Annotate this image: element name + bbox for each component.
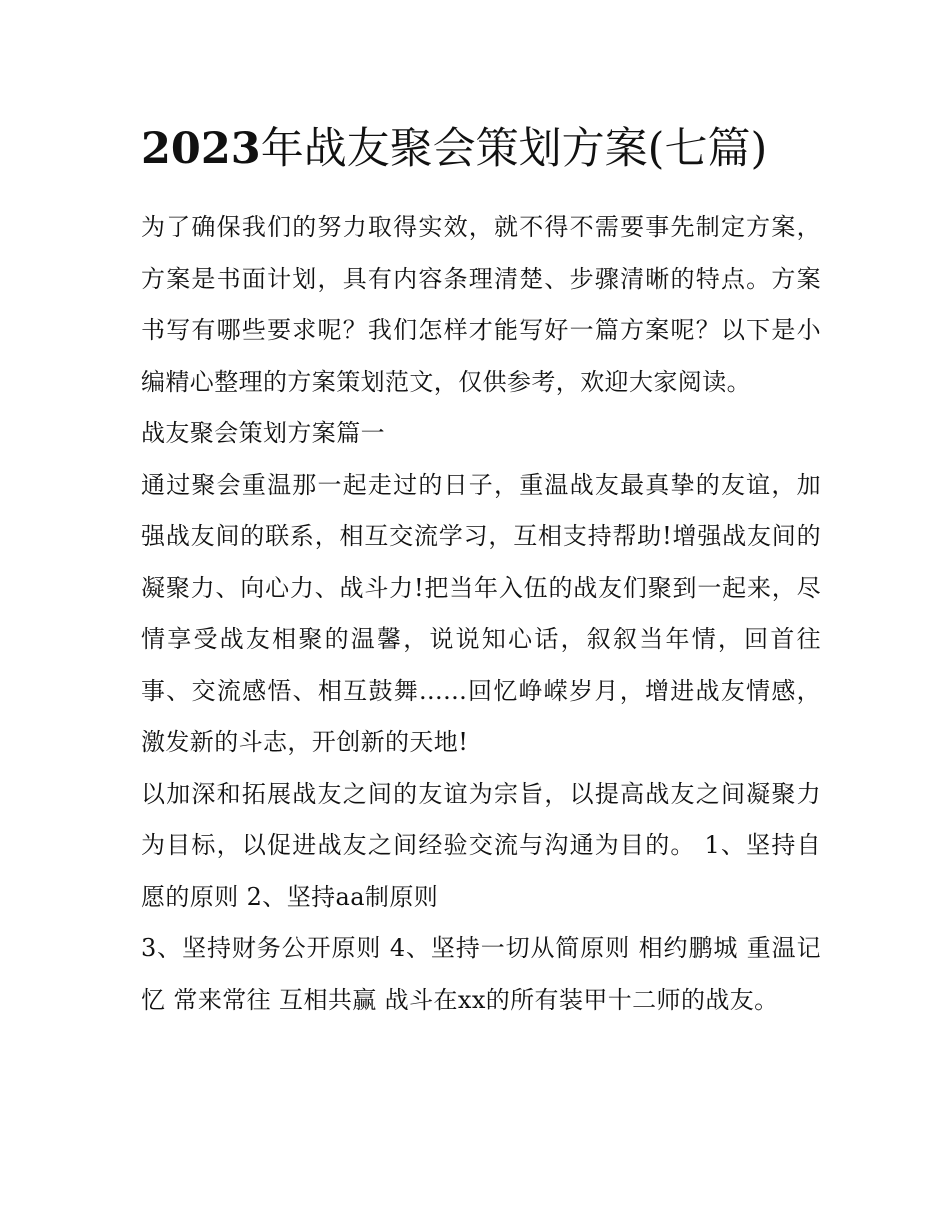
document-body (141, 118, 821, 1026)
principles-continued-paragraph: 3、坚持财务公开原则 4、坚持一切从简原则 相约鹏城 重温记忆 常来常往 互相共赢 战斗在xx的所有装甲十二师的战友。 (141, 934, 821, 1014)
principles-paragraph: 以加深和拓展战友之间的友谊为宗旨，以提高战友之间凝聚力为目标，以促进战友之间经验交流与沟通为目的。 1、坚持自愿的原则 2、坚持aa制原则 (141, 779, 821, 911)
intro-paragraph: 为了确保我们的努力取得实效，就不得不需要事先制定方案，方案是书面计划，具有内容条理清楚、步骤清晰的特点。方案书写有哪些要求呢？我们怎样才能写好一篇方案呢？以下是小编精心整理的方案策划范文，仅供参考，欢迎大家阅读。 (141, 213, 821, 396)
purpose-paragraph: 通过聚会重温那一起走过的日子，重温战友最真挚的友谊，加强战友间的联系，相互交流学习，互相支持帮助!增强战友间的凝聚力、向心力、战斗力!把当年入伍的战友们聚到一起来，尽情享受战友相聚的温馨，说说知心话，叙叙当年情，回首往事、交流感悟、相互鼓舞......回忆峥嵘岁月，增进战友情感，激发新的斗志，开创新的天地! (141, 470, 821, 756)
title-text: 年战友聚会策划方案(七篇) (260, 124, 768, 174)
title-year: 2023 (141, 124, 261, 174)
document-title (141, 118, 821, 180)
section-heading: 战友聚会策划方案篇一 (141, 419, 385, 447)
